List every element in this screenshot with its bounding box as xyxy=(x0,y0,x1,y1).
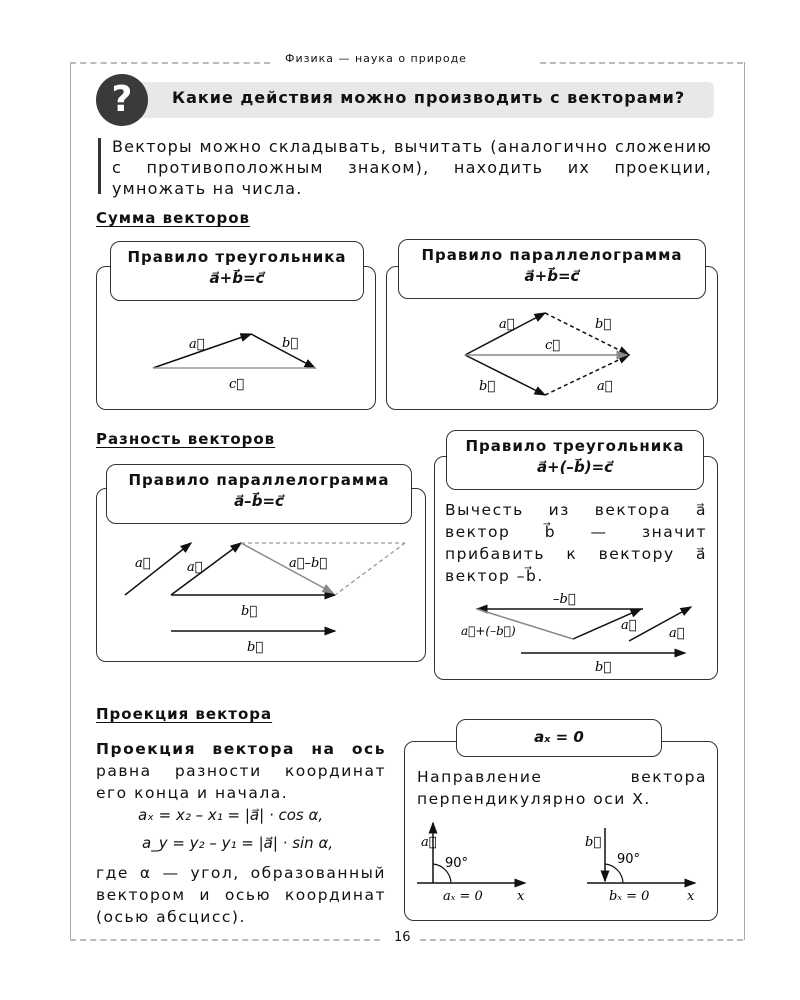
svg-text:b⃗: b⃗ xyxy=(585,835,602,850)
formula-x: aₓ = x₂ – x₁ = |a⃗| · cos α, xyxy=(138,806,324,824)
running-title: Физика — наука о природе xyxy=(285,52,467,65)
diff-parallelogram-tab xyxy=(106,464,412,524)
formula-y: a_y = y₂ – y₁ = |a⃗| · sin α, xyxy=(142,834,334,852)
svg-text:c⃗: c⃗ xyxy=(545,338,561,353)
diff-parallelogram-title: Правило параллелограмма xyxy=(128,471,390,489)
svg-text:b⃗: b⃗ xyxy=(241,604,258,619)
sum-triangle-tab xyxy=(110,241,364,301)
svg-text:c⃗: c⃗ xyxy=(229,377,245,392)
projection-case-tab xyxy=(456,719,662,757)
svg-text:a⃗: a⃗ xyxy=(189,337,205,352)
axis-label-a: x xyxy=(517,889,525,904)
diff-triangle-formula: a⃗+(–b⃗)=c⃗ xyxy=(536,458,614,476)
svg-text:a⃗: a⃗ xyxy=(135,556,151,571)
sum-heading: Сумма векторов xyxy=(96,209,251,227)
axis-label-b: x xyxy=(687,889,695,904)
question-icon: ? xyxy=(96,74,148,126)
sum-parallelogram-formula: a⃗+b⃗=c⃗ xyxy=(524,267,580,285)
page-number: 16 xyxy=(394,930,411,945)
projection-lead-rest: равна разности координат его конца и начала. xyxy=(96,762,386,802)
proj-label-b: bₓ = 0 xyxy=(609,889,650,904)
intro-text: Векторы можно складывать, вычитать (аналогично сложению с противоположным знаком), находить их проекции, умножать на числа. xyxy=(112,137,712,198)
svg-text:b⃗: b⃗ xyxy=(479,379,496,394)
footer-rule-left xyxy=(70,939,380,941)
sum-triangle-formula: a⃗+b⃗=c⃗ xyxy=(209,269,265,287)
svg-text:a⃗: a⃗ xyxy=(621,618,637,633)
proj-label-a: aₓ = 0 xyxy=(443,889,483,904)
projection-heading: Проекция вектора xyxy=(96,705,273,723)
projection-case-box xyxy=(404,741,718,921)
svg-text:a⃗: a⃗ xyxy=(421,835,437,850)
svg-text:b⃗: b⃗ xyxy=(595,317,612,332)
diff-triangle-title: Правило треугольника xyxy=(465,437,685,455)
header-rule-right xyxy=(540,62,743,64)
svg-text:a⃗–b⃗: a⃗–b⃗ xyxy=(289,556,328,571)
sum-triangle-title: Правило треугольника xyxy=(127,248,347,266)
svg-text:a⃗+(–b⃗): a⃗+(–b⃗) xyxy=(461,624,516,638)
svg-text:a⃗: a⃗ xyxy=(597,379,613,394)
angle-label-a: 90° xyxy=(445,856,469,871)
sum-parallelogram-title: Правило параллелограмма xyxy=(421,246,683,264)
question-title: Какие действия можно производить с векторами? xyxy=(172,88,686,107)
difference-heading: Разность векторов xyxy=(96,430,276,448)
svg-text:a⃗: a⃗ xyxy=(187,560,203,575)
svg-text:b⃗: b⃗ xyxy=(282,336,299,351)
diff-triangle-tab xyxy=(446,430,704,490)
svg-text:b⃗: b⃗ xyxy=(247,640,264,655)
projection-case-diagram xyxy=(405,742,717,920)
svg-text:b⃗: b⃗ xyxy=(595,660,612,675)
footer-rule-right xyxy=(420,939,743,941)
projection-case-title: aₓ = 0 xyxy=(534,728,584,746)
svg-text:a⃗: a⃗ xyxy=(669,626,685,641)
header-rule-left xyxy=(70,62,270,64)
svg-text:–b⃗: –b⃗ xyxy=(553,592,576,607)
diff-parallelogram-formula: a⃗–b⃗=c⃗ xyxy=(234,492,284,510)
angle-label-b: 90° xyxy=(617,852,641,867)
diff-triangle-text: Вычесть из вектора a⃗ вектор b⃗ — значит прибавить к вектору a⃗ вектор –b⃗. xyxy=(445,501,707,585)
svg-text:a⃗: a⃗ xyxy=(499,317,515,332)
projection-case-text: Направление вектора перпендикулярно оси X. xyxy=(417,768,707,808)
projection-lead-bold: Проекция вектора на ось xyxy=(96,740,386,758)
projection-definition xyxy=(96,738,386,804)
projection-where: где α — угол, образованный вектором и осью координат (осью абсцисс). xyxy=(96,864,386,926)
intro-marker xyxy=(98,138,101,194)
sum-parallelogram-tab xyxy=(398,239,706,299)
